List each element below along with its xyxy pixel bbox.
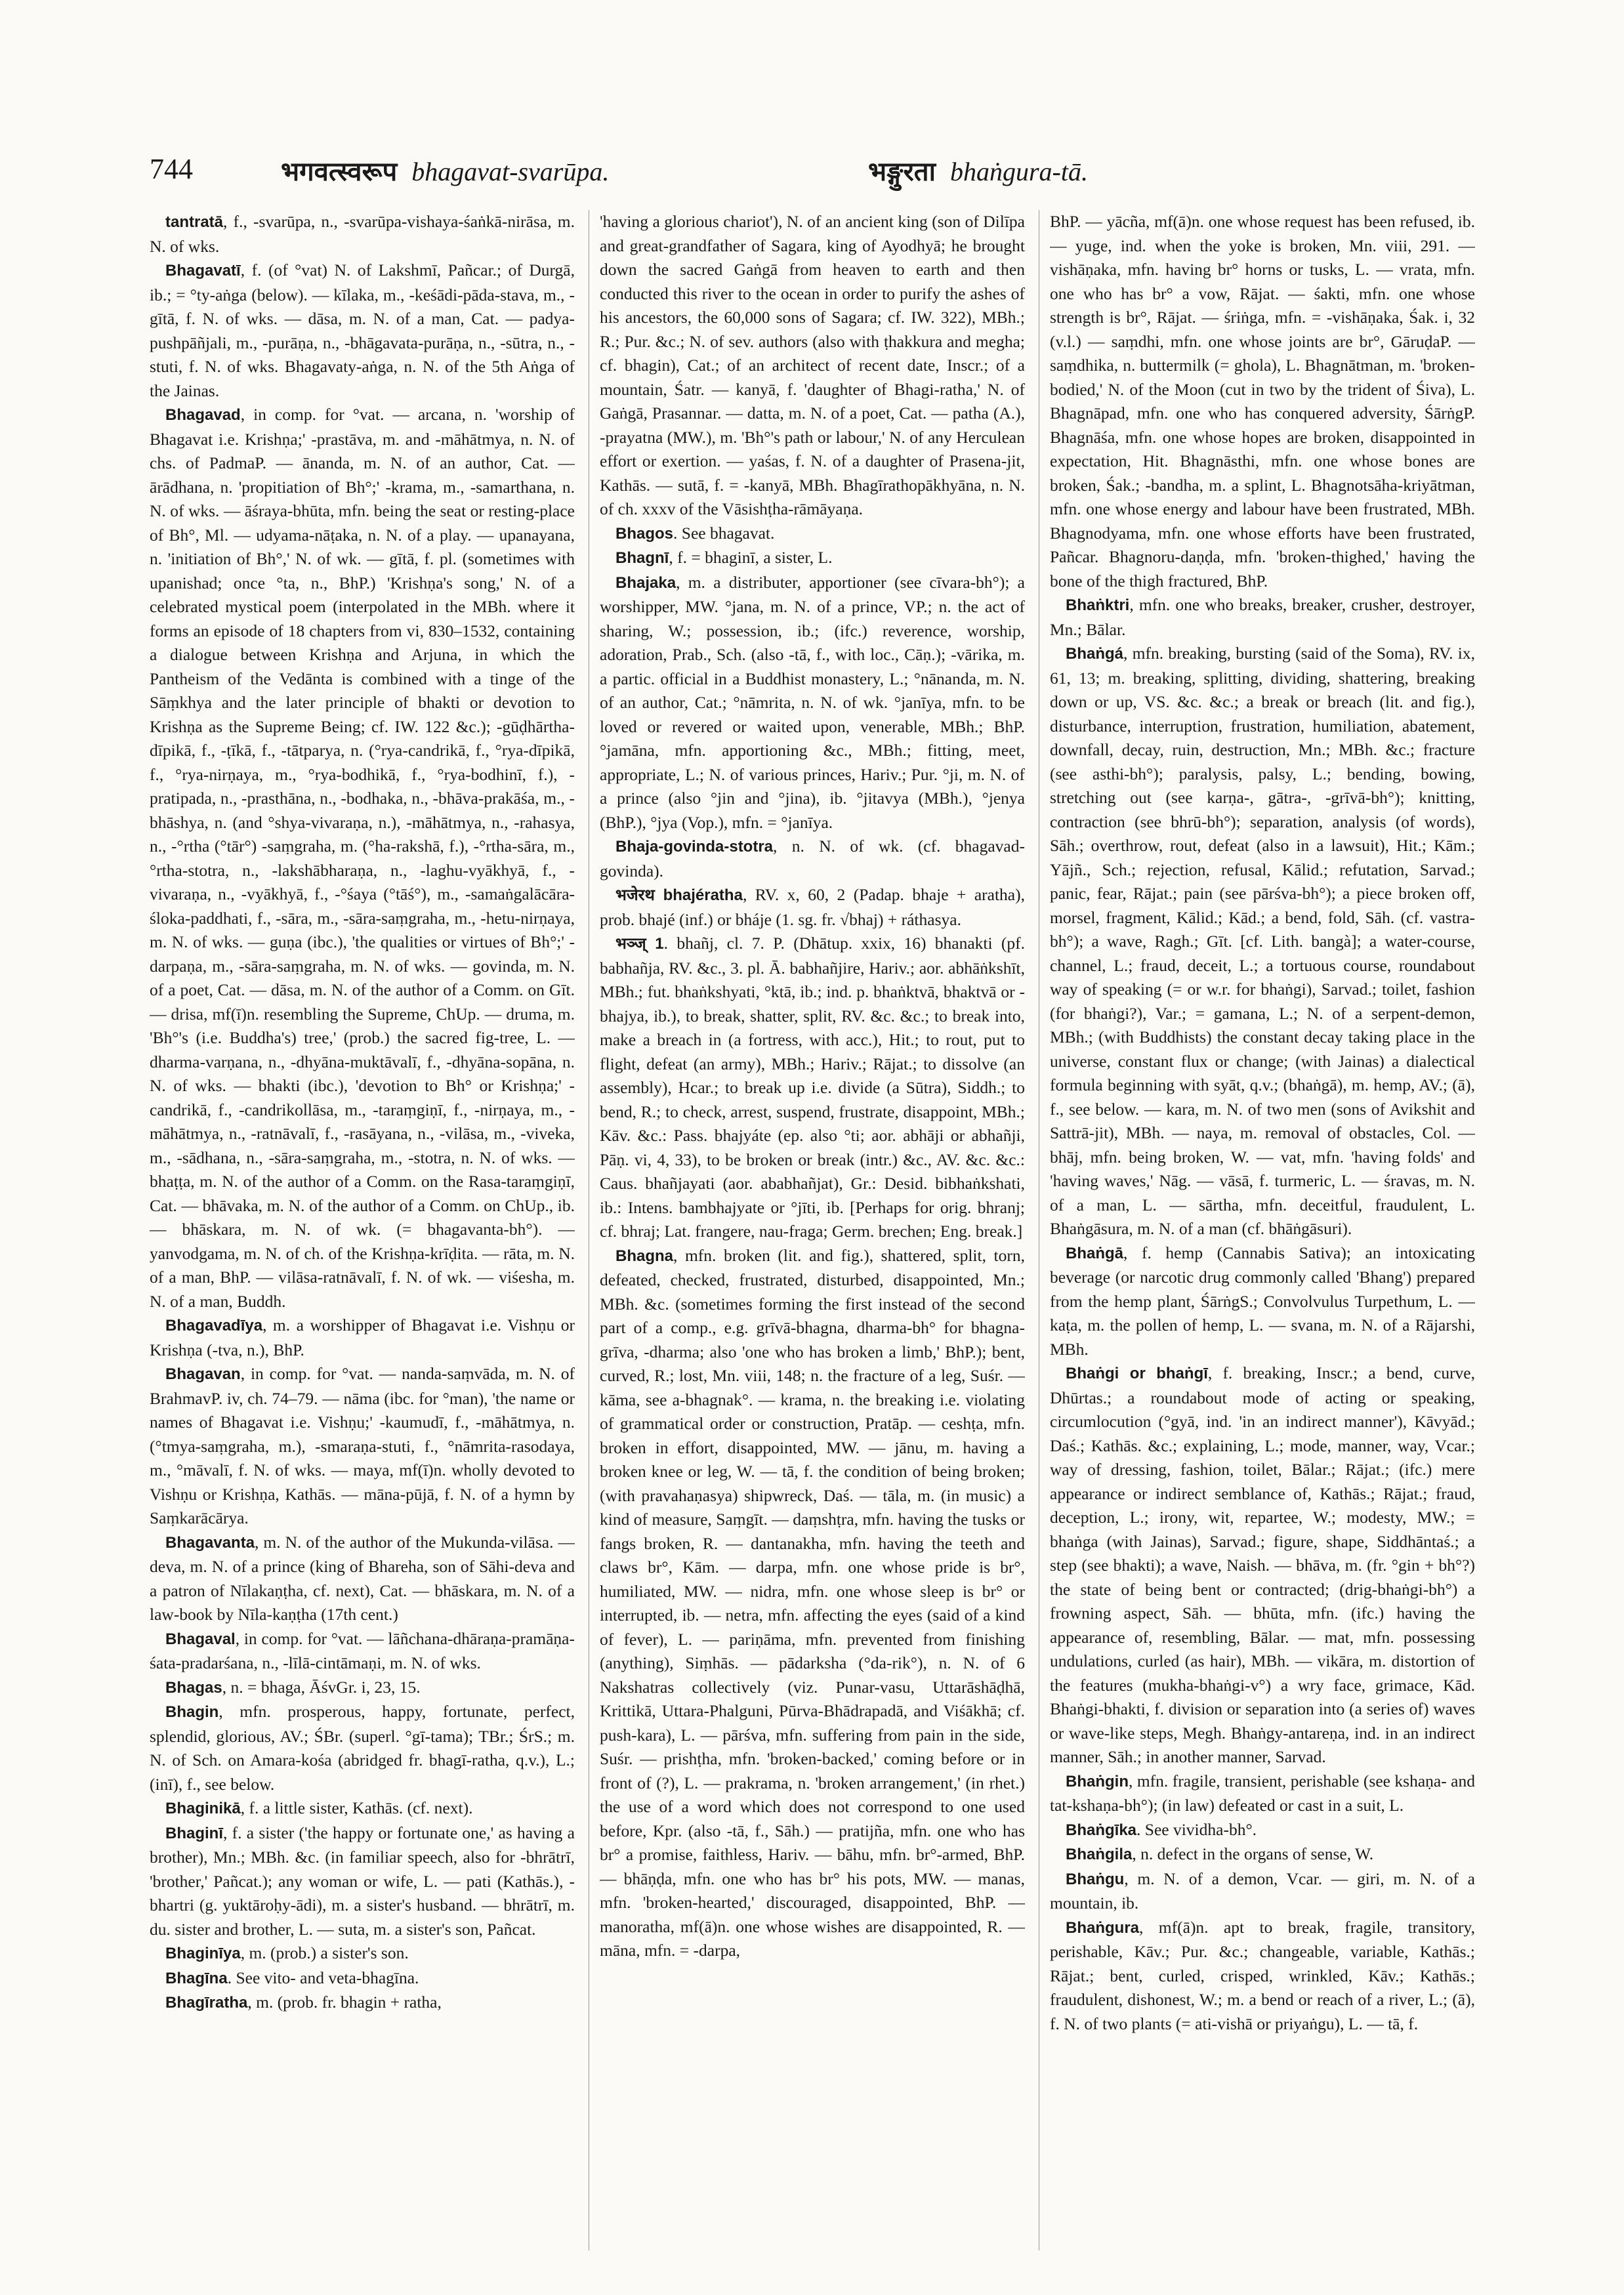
dictionary-entry: tantratā, f., -svarūpa, n., -svarūpa-vishaya-śaṅkā-nirāsa, m. N. of wks. [150,212,575,256]
dictionary-entry: Bhagavad, in comp. for °vat. — arcana, n. 'worship of Bhagavat i.e. Krishṇa;' -prastāva, m. and -māhātmya, n. N. of chs. of PadmaP. — ānanda, m. N. of an author, Cat. — ārādhana, n. 'propitiation of Bh°;' -krama, m., -samarthana, n. N. of wks. — āśraya-bhūta, mfn. being the seat or resting-place of Bh°, Ml. — udyama-nāṭaka, n. N. of a play. — upanayana, n. 'initiation of Bh°,' N. of wk. — gītā, f. pl. (sometimes with upanishad; once °ta, n., BhP.) 'Krishṇa's song,' N. of a celebrated mystical poem (interpolated in the MBh. where it forms an episode of 18 chapters from vi, 830–1532, containing a dialogue between Krishṇa and Arjuna, in which the Pantheism of the Vedānta is combined with a tinge of the Sāṃkhya and the later principle of bhakti or devotion to Krishṇa as the Supreme Being; cf. IW. 122 &c.); -gūḍhārtha-dīpikā, f., -ṭīkā, f., -tātparya, n. (°rya-candrikā, f., °rya-dīpikā, f., °rya-nirṇaya, m., °rya-bodhikā, f., °rya-bodhinī, f.), -pratipada, n., -prasthāna, n., -bodhaka, n., -bhāva-prakāśa, m., -bhāshya, n. (and °shya-vivaraṇa, n.), -māhātmya, n., -rahasya, n., -°rtha (°tār°) -saṃgraha, m. (°ha-rakshā, f.), -°rtha-sāra, m., °rtha-stotra, n., -lakshābharaṇa, n., -laghu-vyākhyā, f., -vivaraṇa, n., -vyākhyā, f., -°śaya (°tāś°), m., -samaṅgalācāra-śloka-paddhati, f., -sāra, m., -sāra-saṃgraha, m., -hetu-nirṇaya, m. N. of wks. — guṇa (ibc.), 'the qualities or virtues of Bh°;' -darpaṇa, m., -sāra-saṃgraha, m. N. of wks. — govinda, m. N. of a poet, Cat. — dāsa, m. N. of the author of a Comm. on Gīt. — drisa, mf(ī)n. resembling the Supreme, ChUp. — druma, m. 'Bh°'s (i.e. Buddha's) tree,' (prob.) the sacred fig-tree, L. — dharma-varṇana, n., -dhyāna-muktāvalī, f., -dhyāna-sopāna, n. N. of wks. — bhakti (ibc.), 'devotion to Bh° or Krishṇa;' -candrikā, f., -candrikollāsa, m., -taraṃgiṇī, f., -nirṇaya, m., -māhātmya, n., -ratnāvalī, f., -rasāyana, n., -vilāsa, m., -viveka, m., -sādhana, n., -sāra-saṃgraha, m., -stotra, n. N. of wks. — bhaṭṭa, m. N. of the author of a Comm. on the Rasa-taraṃgiṇī, Cat. — bhāvaka, m. N. of the author of a Comm. on ChUp., ib. — bhāskara, m. N. of wk. (= bhagavanta-bh°). — yanvodgama, m. N. of ch. of the Krishṇa-krīḍita. — rāta, m. N. of a man, BhP. — vilāsa-ratnāvalī, f. N. of wk. — viśesha, m. N. of a man, Buddh. [150,405,575,1311]
dictionary-entry: Bhaginikā, f. a little sister, Kathās. (cf. next). [165,1798,473,1817]
dictionary-entry: Bhagas, n. = bhaga, ĀśvGr. i, 23, 15. [165,1677,421,1697]
dictionary-entry: BhP. — yācña, mf(ā)n. one whose request has been refused, ib. — yuge, ind. when the yoke is broken, Mn. viii, 291. — vishāṇaka, mfn. having br° horns or tusks, L. — vrata, mfn. one who has br° a vow, Rājat. — śakti, mfn. one whose strength is br°, Rājat. — śriṅga, mfn. = -vishāṇaka, Śak. i, 32 (v.l.) — saṃdhi, mfn. one whose joints are br°, GāruḍaP. — saṃdhika, n. buttermilk (= ghola), L. Bhagnātman, m. 'broken-bodied,' N. of the Moon (cut in two by the trident of Śiva), L. Bhagnāpad, mfn. one who has conquered adversity, ŚārṅgP. Bhagnāśa, mfn. one whose hopes are broken, disappointed in expectation, Hit. Bhagnāsthi, mfn. one whose bones are broken, Śak.; -bandha, m. a splint, L. Bhagnotsāha-kriyātman, mfn. one whose energy and labour have been frustrated, MBh. Bhagnodyama, mfn. one whose efforts have been frustrated, Pañcar. Bhagnoru-daṇḍa, mfn. 'broken-thighed,' having the bone of the thigh fractured, BhP. [1050,212,1475,590]
dictionary-entry: Bhaṅktri, mfn. one who breaks, breaker, crusher, destroyer, Mn.; Bālar. [1050,595,1475,639]
dictionary-entry: Bhaṅgin, mfn. fragile, transient, perishable (see kshaṇa- and tat-kshaṇa-bh°); (in law) defeated or cast in a suit, L. [1050,1771,1475,1815]
right-running-head [868,152,1088,188]
dictionary-entry: Bhaja-govinda-stotra, n. N. of wk. (cf. bhagavad-govinda). [600,837,1025,880]
left-head-roman: bhagavat-svarūpa. [411,157,610,186]
dictionary-entry: 'having a glorious chariot'), N. of an ancient king (son of Dilīpa and great-grandfather of Sagara, king of Ayodhyā; he brought down the sacred Gaṅgā from heaven to earth and then conducted this river to the ocean in order to purify the ashes of his ancestors, the 60,000 sons of Sagara; cf. IW. 322), MBh.; R.; Pur. &c.; N. of sev. authors (also with ṭhakkura and megha; cf. bhagin), Cat.; of an architect of recent date, Inscr.; of a mountain, Śatr. — kanyā, f. 'daughter of Bhagi-ratha,' N. of Gaṅgā, Prasannar. — datta, m. N. of a poet, Cat. — patha (A.), -prayatna (MW.), m. 'Bh°'s path or labour,' N. of any Herculean effort or exertion. — yaśas, f. N. of a daughter of Prasena-jit, Kathās. — sutā, f. = -kanyā, MBh. Bhagīrathopākhyāna, n. N. of ch. xxxv of the Vāsishṭha-rāmāyaṇa. [600,212,1025,518]
dictionary-entry: भञ्ज् 1. bhañj, cl. 7. P. (Dhātup. xxix, 16) bhanakti (pf. babhañja, RV. &c., 3. pl. Ā. babhañjire, Hariv.; aor. abhāṅkshīt, MBh.; fut. bhaṅkshyati, °ktā, ib.; ind. p. bhaṅktvā, bhaktvā or -bhajya, ib.), to break, shatter, split, RV. &c. &c.; to break into, make a breach in (a fortress, with acc.), Hit.; to rout, put to flight, defeat (an army), MBh.; Hariv.; Rājat.; to dissolve (an assembly), Hcar.; to break up i.e. divide (a Sūtra), Siddh.; to bend, R.; to check, arrest, suspend, frustrate, disappoint, MBh.; Kāv. &c.: Pass. bhajyáte (ep. also °ti; aor. abhāji or abhañji, Pāṇ. vi, 4, 33), to be broken or break (intr.) &c., AV. &c. &c.: Caus. bhañjayati (aor. ababhañjat), Gr.: Desid. bibhaṅkshati, ib.: Intens. bambhajyate or °jīti, ib. [Perhaps for orig. bhranj; cf. bhraj; Lat. frangere, nau-fraga; Germ. brechen; Eng. break.] [600,934,1025,1241]
dictionary-entry: Bhagna, mfn. broken (lit. and fig.), shattered, split, torn, defeated, checked, frustrated, disturbed, disappointed, Mn.; MBh. &c. (sometimes forming the first instead of the second part of a comp., e.g. grīvā-bhagna, dharma-bh° for bhagna-grīva, -dharma; also 'one who has broken a limb,' BhP.); bent, curved, R.; lost, Mn. viii, 148; n. the fracture of a leg, Suśr. — kāma, see a-bhagnak°. — krama, n. the breaking i.e. violating of grammatical order or construction, Pratāp. — ceshṭa, mfn. broken in effort, disappointed, MW. — jānu, m. having a broken knee or leg, W. — tā, f. the condition of being broken; (with pravahaṇasya) shipwreck, Daś. — tāla, m. (in music) a kind of measure, Saṃgīt. — daṃshṭra, mfn. having the tusks or fangs broken, R. — dantanakha, mfn. having the teeth and claws br°, Kām. — darpa, mfn. one whose pride is br°, humiliated, MW. — nidra, mfn. one whose sleep is br° or interrupted, ib. — netra, mfn. affecting the eyes (said of a kind of fever), L. — pariṇāma, mfn. prevented from finishing (anything), Siṃhās. — pādarksha (°da-rik°), n. N. of 6 Nakshatras collectively (viz. Punar-vasu, Uttarāshāḍhā, Krittikā, Uttara-Phalguni, Pūrva-Bhādrapadā, and Viśākhā; cf. push-kara), L. — pārśva, mfn. suffering from pain in the side, Suśr. — prishṭha, mfn. 'broken-backed,' coming before or in front of (?), L. — prakrama, n. 'broken arrangement,' (in rhet.) the use of a word which does not correspond to one used before, Kpr. (also -tā, f., Sāh.) — pratijña, mfn. one who has br° a promise, faithless, Hariv. — bāhu, mfn. br°-armed, BhP. — bhāṇḍa, mfn. one who has br° his pots, MW. — manas, mfn. 'broken-hearted,' discouraged, disappointed, BhP. — manoratha, mf(ā)n. one whose wishes are disappointed, R. — māna, mfn. = -darpa, [600,1245,1025,1960]
dictionary-entry: Bhagīna. See vito- and veta-bhagīna. [165,1968,419,1987]
column-2 [600,210,1025,2257]
dictionary-entry: Bhagīratha, m. (prob. fr. bhagin + ratha, [165,1993,442,2012]
dictionary-entry: Bhaṅgīka. See vividha-bh°. [1066,1819,1257,1839]
dictionary-entry: Bhagavatī, f. (of °vat) N. of Lakshmī, Pañcar.; of Durgā, ib.; = °ty-aṅga (below). — kīlaka, m., -keśādi-pāda-stava, m., -gītā, f. N. of wks. — dāsa, m. N. of a man, Cat. — padya-pushpāñjali, m., -purāṇa, n., -bhāgavata-purāṇa, n., -sūtra, n., -stuti, f. N. of wks. Bhagavaty-aṅga, n. N. of the 5th Aṅga of the Jainas. [150,260,575,400]
dictionary-entry: भजेरथ bhajératha, RV. x, 60, 2 (Padap. bhaje + aratha), prob. bhajé (inf.) or bháje (1. sg. fr. √bhaj) + ráthasya. [600,885,1025,929]
dictionary-entry: Bhagavadīya, m. a worshipper of Bhagavat i.e. Vishṇu or Krishṇa (-tva, n.), BhP. [150,1315,575,1359]
dictionary-entry: Bhaginī, f. a sister ('the happy or fortunate one,' as having a brother), Mn.; MBh. &c. (in familiar speech, also for -bhrātrī, 'brother,' Pañcat.); any woman or wife, L. — pati (Kathās.), -bhartri (g. yuktāroḥy-ādi), m. a sister's husband. — bhrātrī, m. du. sister and brother, L. — suta, m. a sister's son, Pañcat. [150,1823,575,1939]
dictionary-entry: Bhaṅgila, n. defect in the organs of sense, W. [1066,1844,1374,1863]
dictionary-columns [150,210,1475,2257]
right-head-devanagari: भङ्गुरता [868,157,936,187]
dictionary-entry: Bhagos. See bhagavat. [615,523,775,543]
dictionary-entry: Bhaṅgā, f. hemp (Cannabis Sativa); an intoxicating beverage (or narcotic drug commonly called 'Bhang') prepared from the hemp plant, ŚārṅgS.; Convolvulus Turpethum, L. — kaṭa, m. the pollen of hemp, L. — svana, m. N. of a Rājarshi, MBh. [1050,1243,1475,1359]
left-running-head [281,152,609,188]
dictionary-entry: Bhagaval, in comp. for °vat. — lāñchana-dhāraṇa-pramāṇa-śata-pradarśana, n., -līlā-cintāmaṇi, m. N. of wks. [150,1628,575,1672]
dictionary-entry: Bhaṅgi or bhaṅgī, f. breaking, Inscr.; a bend, curve, Dhūrtas.; a roundabout mode of acting or speaking, circumlocution (°gyā, ind. 'in an indirect manner'), Kāvyād.; Daś.; Kathās. &c.; explaining, L.; mode, manner, way, Vcar.; way of dressing, fashion, toilet, Bālar.; Rājat.; (ifc.) mere appearance or indirect semblance of, Kathās.; Rājat.; fraud, deception, L.; irony, wit, repartee, W.; modesty, MW.; = bhaṅga (with Jainas), Sarvad.; figure, shape, Siddhāntaś.; a step (see bhakti); a wave, Naish. — bhāva, m. (fr. °gin + bh°?) the state of being bent or contracted; (drig-bhaṅgi-bh°) a frowning aspect, Sāh. — bhūta, mfn. (ifc.) having the appearance of, resembling, Bālar. — mat, mfn. possessing undulations, curled (as hair), MBh. — vikāra, m. distortion of the features (mukha-bhaṅgi-v°) a wry face, grimace, Kād. Bhaṅgi-bhakti, f. division or separation into (a series of) waves or wave-like steps, Megh. Bhaṅgy-antareṇa, ind. in an indirect manner, Sāh.; in another manner, Sarvad. [1050,1363,1475,1766]
dictionary-entry: Bhaṅgá, mfn. breaking, bursting (said of the Soma), RV. ix, 61, 13; m. breaking, splitting, dividing, shattering, breaking down or up, VS. &c. &c.; a break or breach (lit. and fig.), disturbance, interruption, frustration, humiliation, abatement, downfall, decay, ruin, destruction, Mn.; MBh. &c.; fracture (see asthi-bh°); paralysis, palsy, L.; bending, bowing, stretching out (see karṇa-, gātra-, -grīvā-bh°); knitting, contraction (see bhrū-bh°); separation, analysis (of words), Sāh.; overthrow, rout, defeat (also in a lawsuit), Hit.; Kām.; Yājñ., Sch.; rejection, refusal, Kālid.; refutation, Sarvad.; panic, fear, Rājat.; pain (see pārśva-bh°); a piece broken off, morsel, fragment, Kālid.; Kād.; a bend, fold, Sāh. (cf. vastra-bh°); a wave, Ragh.; Gīt. [cf. Lith. bangà]; a water-course, channel, L.; fraud, deceit, L.; a tortuous course, roundabout way of speaking (= or w.r. for bhaṅgi), Sarvad.; toilet, fashion (for bhaṅgi?), Var.; = gamana, L.; N. of a serpent-demon, MBh.; (with Buddhists) the constant decay taking place in the universe, constant flux or change; (with Jainas) a dialectical formula beginning with syāt, q.v.; (bhaṅgā), m. hemp, AV.; (ā), f., see below. — kara, m. N. of two men (sons of Avikshit and Sattrā-jit), MBh. — naya, m. removal of obstacles, Col. — bhāj, mfn. being broken, W. — vat, mfn. 'having folds' and 'having waves,' Nāg. — vāsā, f. turmeric, L. — śravas, m. N. of a man, L. — sārtha, mfn. deceitful, fraudulent, L. Bhaṅgāsura, m. N. of a man (cf. bhāṅgāsuri). [1050,644,1475,1238]
dictionary-entry: Bhaṅgu, m. N. of a demon, Vcar. — giri, m. N. of a mountain, ib. [1050,1869,1475,1912]
column-1 [150,210,575,2257]
dictionary-entry: Bhagnī, f. = bhaginī, a sister, L. [615,548,833,567]
dictionary-entry: Bhaṅgura, mf(ā)n. apt to break, fragile, transitory, perishable, Kāv.; Pur. &c.; changeable, variable, Kathās.; Rājat.; bent, curled, crisped, wrinkled, Kāv.; Kathās.; fraudulent, dishonest, W.; m. a bend or reach of a river, L.; (ā), f. N. of two plants (= ati-vishā or priyaṅgu), L. — tā, f. [1050,1917,1475,2033]
dictionary-entry: Bhagavanta, m. N. of the author of the Mukunda-vilāsa. — deva, m. N. of a prince (king of Bhareha, son of Sāhi-deva and a patron of Nīlakaṇṭha, cf. next), Cat. — bhāskara, m. N. of a law-book by Nīla-kaṇṭha (17th cent.) [150,1532,575,1624]
dictionary-entry: Bhagavan, in comp. for °vat. — nanda-saṃvāda, m. N. of BrahmavP. iv, ch. 74–79. — nāma (ibc. for °man), 'the name or names of Bhagavat i.e. Vishṇu;' -kaumudī, f., -māhātmya, n. (°tmya-saṃgraha, m.), -smaraṇa-stuti, f., °nāmrita-rasodaya, m., °māvalī, f. N. of wks. — maya, mf(ī)n. wholly devoted to Vishṇu or Krishṇa, Kathās. — māna-pūjā, f. N. of a hymn by Saṃkarācārya. [150,1364,575,1527]
dictionary-entry: Bhaginīya, m. (prob.) a sister's son. [165,1943,409,1962]
dictionary-entry: Bhajaka, m. a distributer, apportioner (see cīvara-bh°); a worshipper, MW. °jana, m. N. of a prince, VP.; n. the act of sharing, W.; possession, ib.; (ifc.) reverence, worship, adoration, Prab., Sch. (also -tā, f., with loc., Cāṇ.); -vārika, m. a partic. official in a Buddhist monastery, L.; °nānanda, m. N. of an author, Cat.; °nāmrita, n. N. of wk. °janīya, mfn. to be loved or revered or waited upon, venerable, MBh.; BhP. °jamāna, mfn. apportioning &c., MBh.; fitting, meet, appropriate, L.; N. of various princes, Hariv.; Pur. °ji, m. N. of a prince (also °jin and °jina), ib. °jitavya (MBh.), °jenya (BhP.), °jya (Vop.), mfn. = °janīya. [600,572,1025,832]
page-number: 744 [150,153,193,185]
right-head-roman: bhaṅgura-tā. [949,157,1088,186]
dictionary-entry: Bhagin, mfn. prosperous, happy, fortunate, perfect, splendid, glorious, AV.; ŚBr. (superl. °gī-tama); TBr.; ŚrS.; m. N. of Sch. on Amara-kośa (abridged fr. bhagī-ratha, q.v.), L.; (inī), f., see below. [150,1702,575,1794]
page-header [150,152,1475,198]
column-3 [1050,210,1475,2257]
left-head-devanagari: भगवत्स्वरूप [281,157,398,187]
